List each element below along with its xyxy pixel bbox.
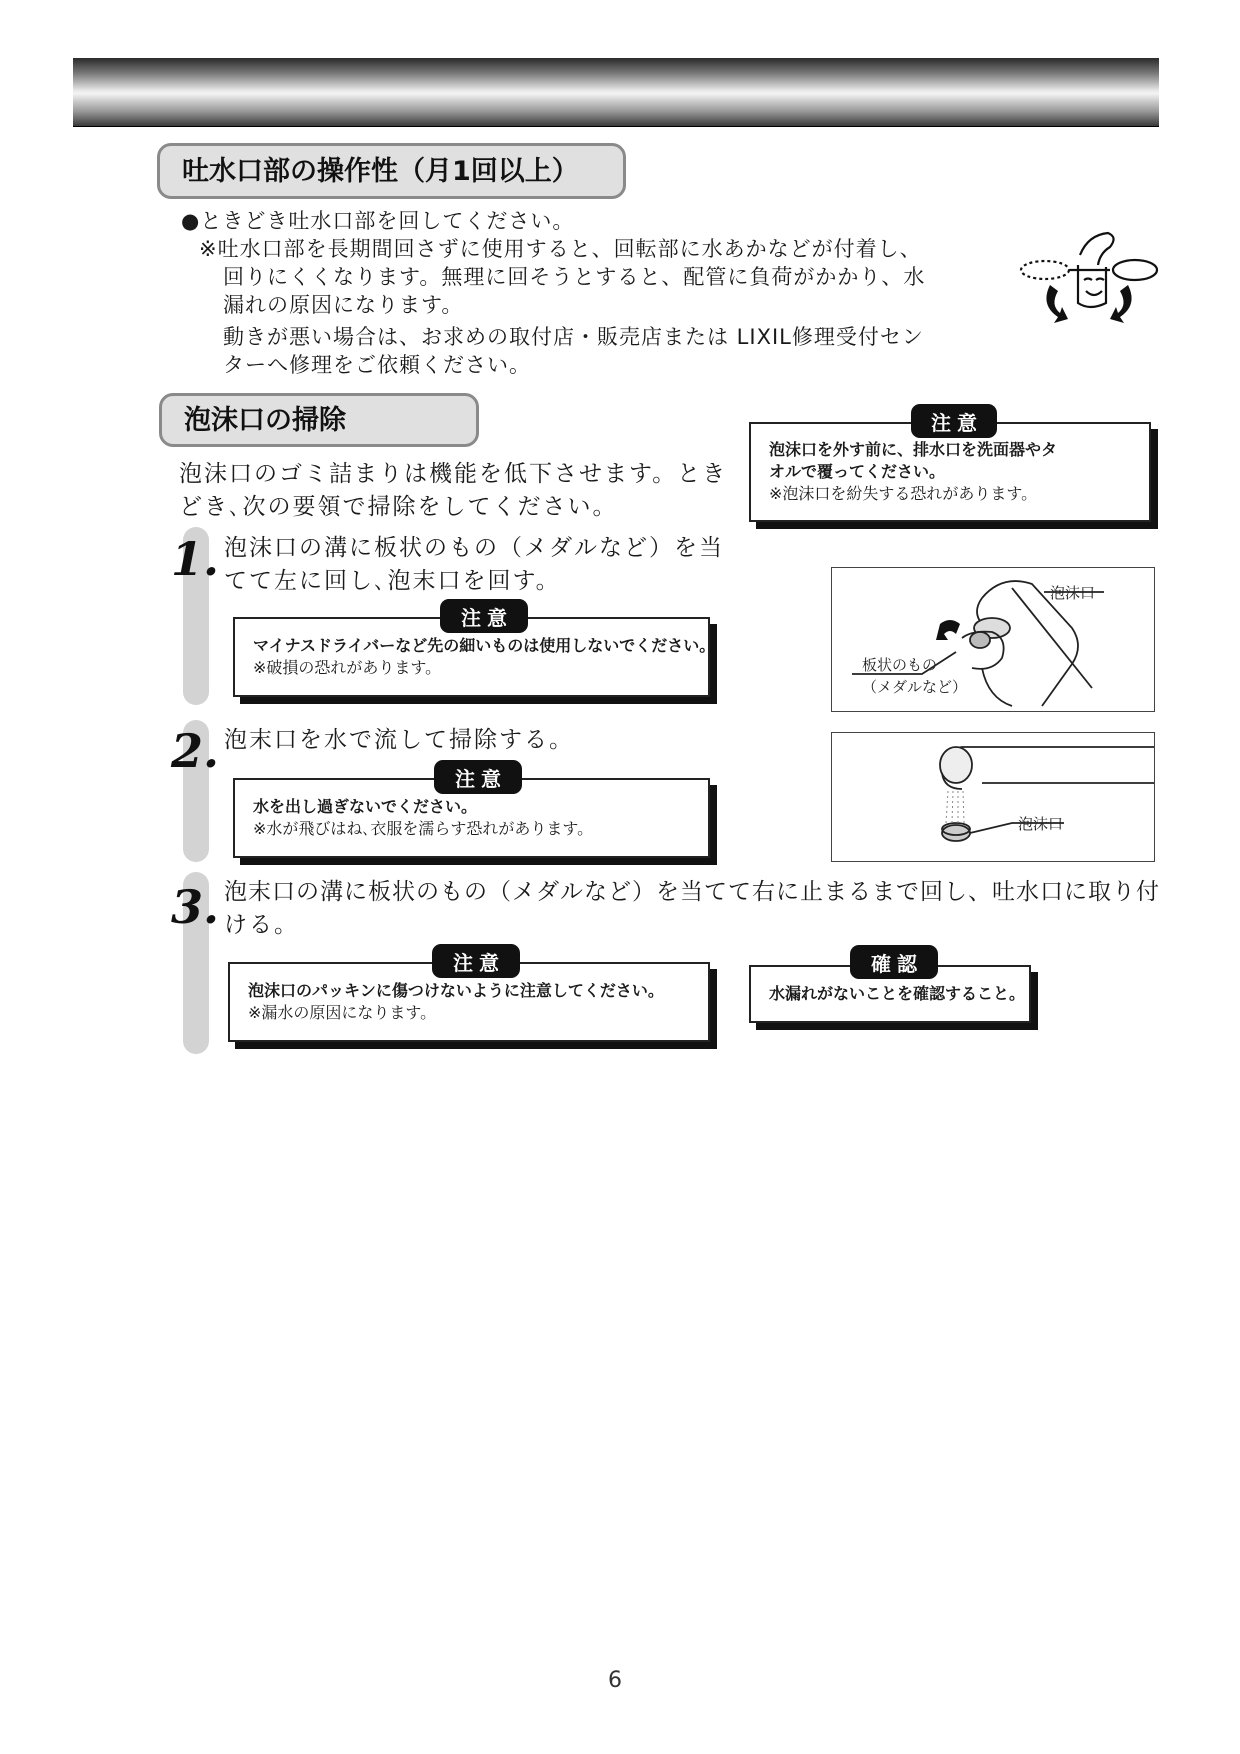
- step-text: てて左に回し､泡末口を回す。: [224, 568, 561, 594]
- step-text: 泡沫口の溝に板状のもの（メダルなど）を当: [224, 535, 724, 561]
- caution-tag: 注意: [432, 944, 520, 978]
- caution-note: ※漏水の原因になります。: [248, 1003, 437, 1022]
- label-aerator: 泡沫口: [1050, 584, 1096, 602]
- label-plate: 板状のもの: [862, 656, 938, 674]
- caution-bold: マイナスドライバーなど先の細いものは使用しないでください。: [253, 636, 716, 655]
- note-line: 漏れの原因になります。: [223, 293, 464, 317]
- caution-tag: 注意: [911, 404, 997, 438]
- caution-note: ※水が飛びはね､衣服を濡らす恐れがあります。: [253, 819, 594, 838]
- label-plate: （メダルなど）: [862, 678, 968, 696]
- section-title-text: 吐水口部の操作性（月1回以上）: [182, 155, 579, 187]
- intro-line: どき､次の要領で掃除をしてください。: [179, 494, 618, 520]
- aerator-rinse-illustration: [831, 732, 1155, 862]
- step-text: ける。: [224, 912, 299, 938]
- contact-line: 動きが悪い場合は、お求めの取付店・販売店または LIXIL修理受付セン: [223, 325, 924, 349]
- contact-line: ターへ修理をご依頼ください。: [223, 353, 531, 377]
- section-title-text: 泡沫口の掃除: [184, 404, 346, 436]
- page-number: 6: [608, 1668, 622, 1693]
- note-line: ※吐水口部を長期間回さずに使用すると、回転部に水あかなどが付着し、: [199, 237, 922, 261]
- label-aerator: 泡沫口: [1018, 815, 1064, 833]
- caution-bold: 泡沫口を外す前に、排水口を洗面器やタ: [769, 440, 1058, 459]
- step-number: 1.: [171, 532, 220, 586]
- confirm-bold: 水漏れがないことを確認すること。: [769, 984, 1026, 1003]
- step-text: 泡末口を水で流して掃除する。: [224, 727, 574, 753]
- section-title-spout: [157, 143, 626, 199]
- section-title-aerator: [159, 393, 479, 447]
- caution-tag: 注意: [434, 760, 522, 794]
- bullet-text: ●ときどき吐水口部を回してください。: [181, 209, 575, 233]
- step-number: 3.: [171, 880, 220, 934]
- step-text: 泡末口の溝に板状のもの（メダルなど）を当てて右に止まるまで回し、吐水口に取り付: [224, 879, 1160, 905]
- header-bar: [73, 58, 1159, 126]
- caution-note: ※破損の恐れがあります。: [253, 658, 442, 677]
- note-line: 回りにくくなります。無理に回そうとすると、配管に負荷がかかり、水: [223, 265, 926, 289]
- caution-bold: 水を出し過ぎないでください。: [253, 797, 478, 816]
- confirm-tag: 確認: [850, 945, 938, 979]
- caution-bold: 泡沫口のパッキンに傷つけないように注意してください。: [248, 981, 664, 1000]
- faucet-rotate-icon: [1010, 225, 1160, 330]
- caution-tag: 注意: [440, 599, 528, 633]
- caution-note: ※泡沫口を紛失する恐れがあります。: [769, 484, 1038, 503]
- aerator-removal-illustration: [831, 567, 1155, 712]
- step-number: 2.: [171, 724, 220, 778]
- intro-line: 泡沫口のゴミ詰まりは機能を低下させます。とき: [179, 461, 728, 487]
- caution-bold: オルで覆ってください。: [769, 462, 946, 481]
